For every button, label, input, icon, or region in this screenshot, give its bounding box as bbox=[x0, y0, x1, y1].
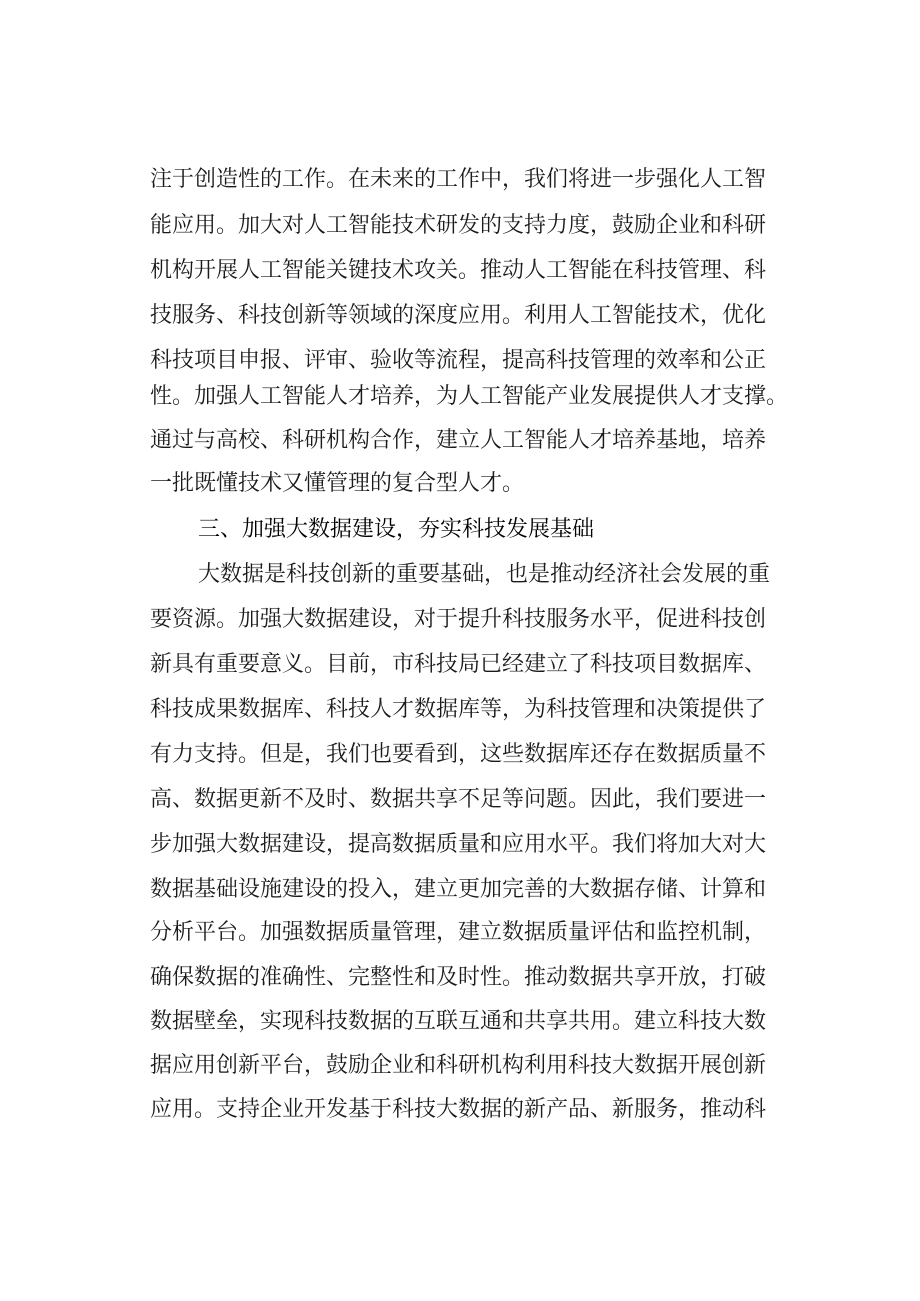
paragraph-1-line-8: 一批既懂技术又懂管理的复合型人才。 bbox=[150, 471, 525, 496]
paragraph-2-line-2: 要资源。加强大数据建设，对于提升科技服务水平，促进科技创 bbox=[150, 607, 767, 632]
paragraph-2-line-13: 应用。支持企业开发基于科技大数据的新产品、新服务，推动科 bbox=[150, 1097, 767, 1122]
paragraph-1-line-1: 注于创造性的工作。在未来的工作中，我们将进一步强化人工智 bbox=[150, 167, 767, 192]
paragraph-2-line-6: 高、数据更新不及时、数据共享不足等问题。因此，我们要进一 bbox=[150, 787, 767, 812]
paragraph-2-line-7: 步加强大数据建设，提高数据质量和应用水平。我们将加大对大 bbox=[150, 832, 767, 857]
paragraph-1-line-7: 通过与高校、科研机构合作，建立人工智能人才培养基地，培养 bbox=[150, 428, 767, 453]
section-heading: 三、加强大数据建设，夯实科技发展基础 bbox=[198, 517, 595, 542]
paragraph-2-line-3: 新具有重要意义。目前，市科技局已经建立了科技项目数据库、 bbox=[150, 652, 767, 677]
paragraph-1-line-3: 机构开展人工智能关键技术攻关。推动人工智能在科技管理、科 bbox=[150, 258, 767, 283]
paragraph-2-line-12: 据应用创新平台，鼓励企业和科研机构利用科技大数据开展创新 bbox=[150, 1053, 767, 1078]
paragraph-2-line-9: 分析平台。加强数据质量管理，建立数据质量评估和监控机制， bbox=[150, 920, 767, 945]
paragraph-1-line-6: 性。加强人工智能人才培养，为人工智能产业发展提供人才支撑。 bbox=[150, 384, 789, 409]
paragraph-2-line-1: 大数据是科技创新的重要基础，也是推动经济社会发展的重 bbox=[198, 562, 771, 587]
paragraph-2-line-8: 数据基础设施建设的投入，建立更加完善的大数据存储、计算和 bbox=[150, 877, 767, 902]
paragraph-2-line-10: 确保数据的准确性、完整性和及时性。推动数据共享开放，打破 bbox=[150, 965, 767, 990]
paragraph-2-line-5: 有力支持。但是，我们也要看到，这些数据库还存在数据质量不 bbox=[150, 742, 767, 767]
paragraph-1-line-4: 技服务、科技创新等领域的深度应用。利用人工智能技术，优化 bbox=[150, 303, 767, 328]
paragraph-2-line-11: 数据壁垒，实现科技数据的互联互通和共享共用。建立科技大数 bbox=[150, 1009, 767, 1034]
paragraph-1-line-5: 科技项目申报、评审、验收等流程，提高科技管理的效率和公正 bbox=[150, 348, 767, 373]
paragraph-2-line-4: 科技成果数据库、科技人才数据库等，为科技管理和决策提供了 bbox=[150, 697, 767, 722]
paragraph-1-line-2: 能应用。加大对人工智能技术研发的支持力度，鼓励企业和科研 bbox=[150, 213, 767, 238]
